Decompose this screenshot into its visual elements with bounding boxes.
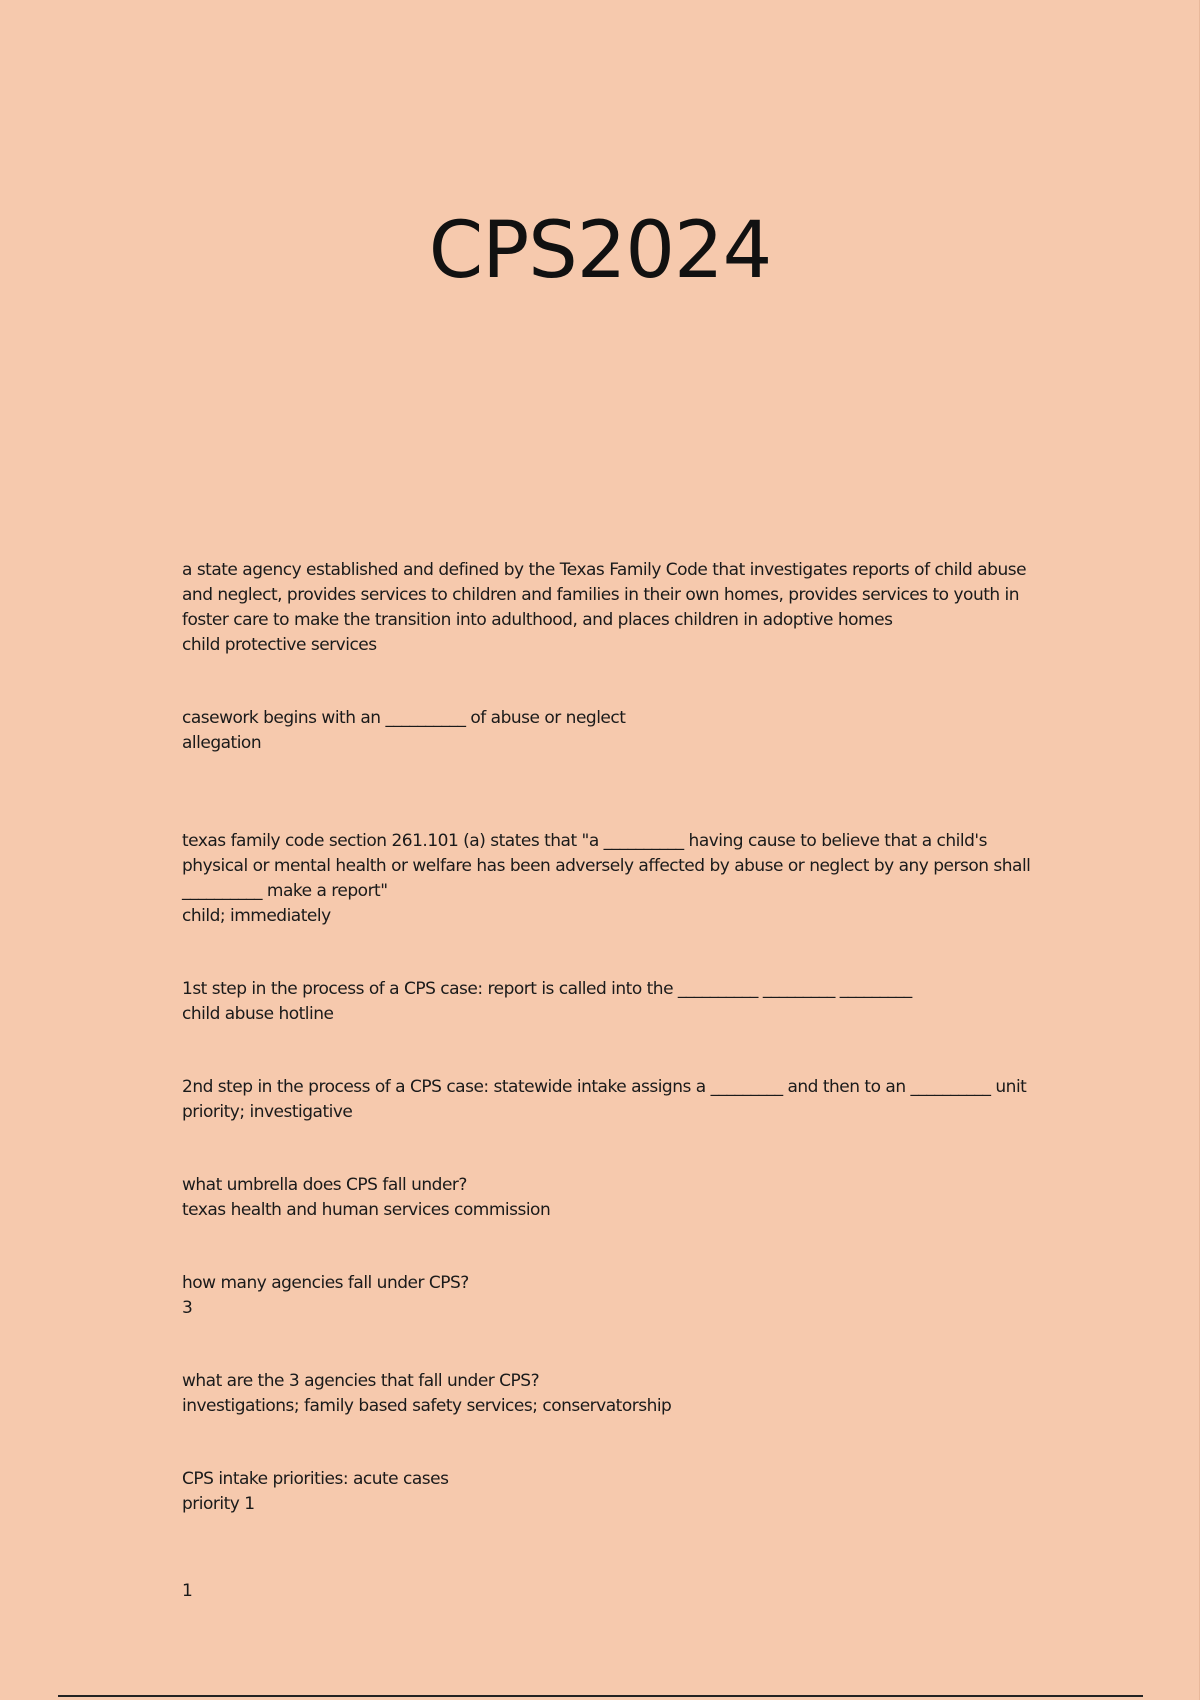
flashcard-question: a state agency established and defined by the Texas Family Code that investigates reports of child abuse and neglect, provides services to children and families in their own homes, provides services to youth in foster care to make the transition into adulthood, and places children in adoptive homes xyxy=(182,560,1031,630)
flashcard-3 xyxy=(182,829,1036,929)
flashcard-list xyxy=(182,558,1036,1517)
flashcard-answer: allegation xyxy=(182,733,262,753)
flashcard-question: what umbrella does CPS fall under? xyxy=(182,1175,467,1195)
flashcard-answer: priority 1 xyxy=(182,1494,255,1514)
document-title: CPS2024 xyxy=(428,206,772,297)
flashcard-6 xyxy=(182,1173,1032,1223)
flashcard-question: how many agencies fall under CPS? xyxy=(182,1273,469,1293)
flashcard-answer: child abuse hotline xyxy=(182,1004,334,1024)
flashcard-9 xyxy=(182,1467,1032,1517)
flashcard-question: what are the 3 agencies that fall under CPS? xyxy=(182,1371,540,1391)
flashcard-answer: texas health and human services commission xyxy=(182,1200,551,1220)
page-divider xyxy=(58,1695,1143,1697)
flashcard-question: casework begins with an __________ of abuse or neglect xyxy=(182,708,626,728)
flashcard-answer: investigations; family based safety services; conservatorship xyxy=(182,1396,672,1416)
flashcard-question: texas family code section 261.101 (a) states that "a __________ having cause to believe that a child's physical or mental health or welfare has been adversely affected by abuse or neglect by any person shall __________ make a report" xyxy=(182,831,1036,901)
flashcard-answer: child; immediately xyxy=(182,906,331,926)
flashcard-5 xyxy=(182,1075,1032,1125)
flashcard-2 xyxy=(182,706,1032,756)
flashcard-1 xyxy=(182,558,1032,658)
flashcard-answer: 3 xyxy=(182,1298,193,1318)
page-number: 1 xyxy=(182,1581,193,1601)
flashcard-question: 1st step in the process of a CPS case: report is called into the __________ _________ _________ xyxy=(182,979,912,999)
flashcard-7 xyxy=(182,1271,1032,1321)
flashcard-question: 2nd step in the process of a CPS case: statewide intake assigns a _________ and then to an __________ unit xyxy=(182,1077,1027,1097)
flashcard-answer: child protective services xyxy=(182,635,377,655)
flashcard-question: CPS intake priorities: acute cases xyxy=(182,1469,449,1489)
flashcard-8 xyxy=(182,1369,1032,1419)
flashcard-4 xyxy=(182,977,1032,1027)
flashcard-answer: priority; investigative xyxy=(182,1102,353,1122)
